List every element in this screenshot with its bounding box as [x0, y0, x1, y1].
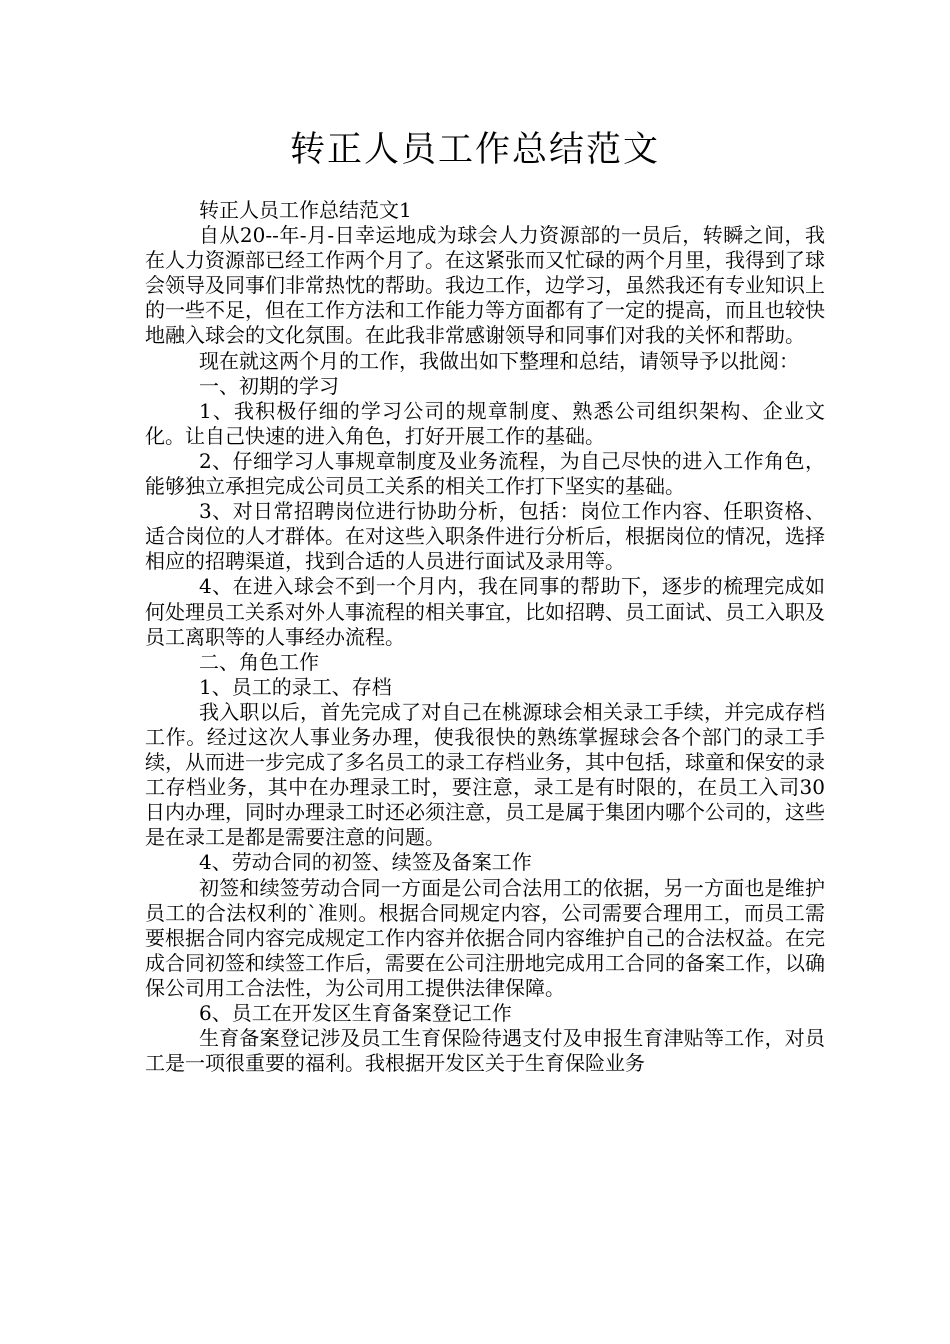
section-heading: 一、初期的学习	[199, 373, 339, 398]
paragraph: 3、对日常招聘岗位进行协助分析，包括：岗位工作内容、任职资格、适合岗位的人才群体。在对这些入职条件进行分析后，根据岗位的情况，选择相应的招聘渠道，找到合适的人员进行面试及录用等。	[145, 499, 825, 574]
document-title: 转正人员工作总结范文	[289, 130, 660, 170]
paragraph: 现在就这两个月的工作，我做出如下整理和总结，请领导予以批阅：	[199, 348, 799, 373]
paragraph: 初签和续签劳动合同一方面是公司合法用工的依据，另一方面也是维护员工的合法权利的`准则。根据合同规定内容，公司需要合理用工，而员工需要根据合同内容完成规定工作内容并依据合同内容维护自己的合法权益。在完成合同初签和续签工作后，需要在公司注册地完成用工合同的备案工作，以确保公司用工合法性，为公司用工提供法律保障。	[145, 875, 825, 1000]
paragraph: 4、在进入球会不到一个月内，我在同事的帮助下，逐步的梳理完成如何处理员工关系对外人事流程的相关事宜，比如招聘、员工面试、员工入职及员工离职等的人事经办流程。	[145, 574, 825, 649]
paragraph: 2、仔细学习人事规章制度及业务流程，为自己尽快的进入工作角色，能够独立承担完成公司员工关系的相关工作打下坚实的基础。	[145, 448, 825, 499]
section-heading: 二、角色工作	[199, 649, 319, 674]
subsection-heading: 6、员工在开发区生育备案登记工作	[199, 1001, 512, 1025]
paragraph: 自从20--年-月-日幸运地成为球会人力资源部的一员后，转瞬之间，我在人力资源部已经工作两个月了。在这紧张而又忙碌的两个月里，我得到了球会领导及同事们非常热忱的帮助。我边工作，边学习，虽然我还有专业知识上的一些不足，但在工作方法和工作能力等方面都有了一定的提高，而且也较快地融入球会的文化氛围。在此我非常感谢领导和同事们对我的关怀和帮助。	[145, 223, 825, 348]
section-heading: 转正人员工作总结范文1	[199, 198, 412, 222]
subsection-heading: 1、员工的录工、存档	[199, 674, 392, 699]
paragraph: 我入职以后，首先完成了对自己在桃源球会相关录工手续，并完成存档工作。经过这次人事业务办理，使我很快的熟练掌握球会各个部门的录工手续，从而进一步完成了多名员工的录工存档业务，其中包括，球童和保安的录工存档业务，其中在办理录工时，要注意，录工是有时限的，在员工入司30日内办理，同时办理录工时还必须注意，员工是属于集团内哪个公司的，这些是在录工是都是需要注意的问题。	[145, 699, 825, 850]
subsection-heading: 4、劳动合同的初签、续签及备案工作	[199, 850, 532, 875]
paragraph: 生育备案登记涉及员工生育保险待遇支付及申报生育津贴等工作，对员工是一项很重要的福利。我根据开发区关于生育保险业务	[145, 1026, 825, 1076]
document-body	[145, 198, 825, 1076]
paragraph: 1、我积极仔细的学习公司的规章制度、熟悉公司组织架构、企业文化。让自己快速的进入角色，打好开展工作的基础。	[145, 398, 825, 448]
